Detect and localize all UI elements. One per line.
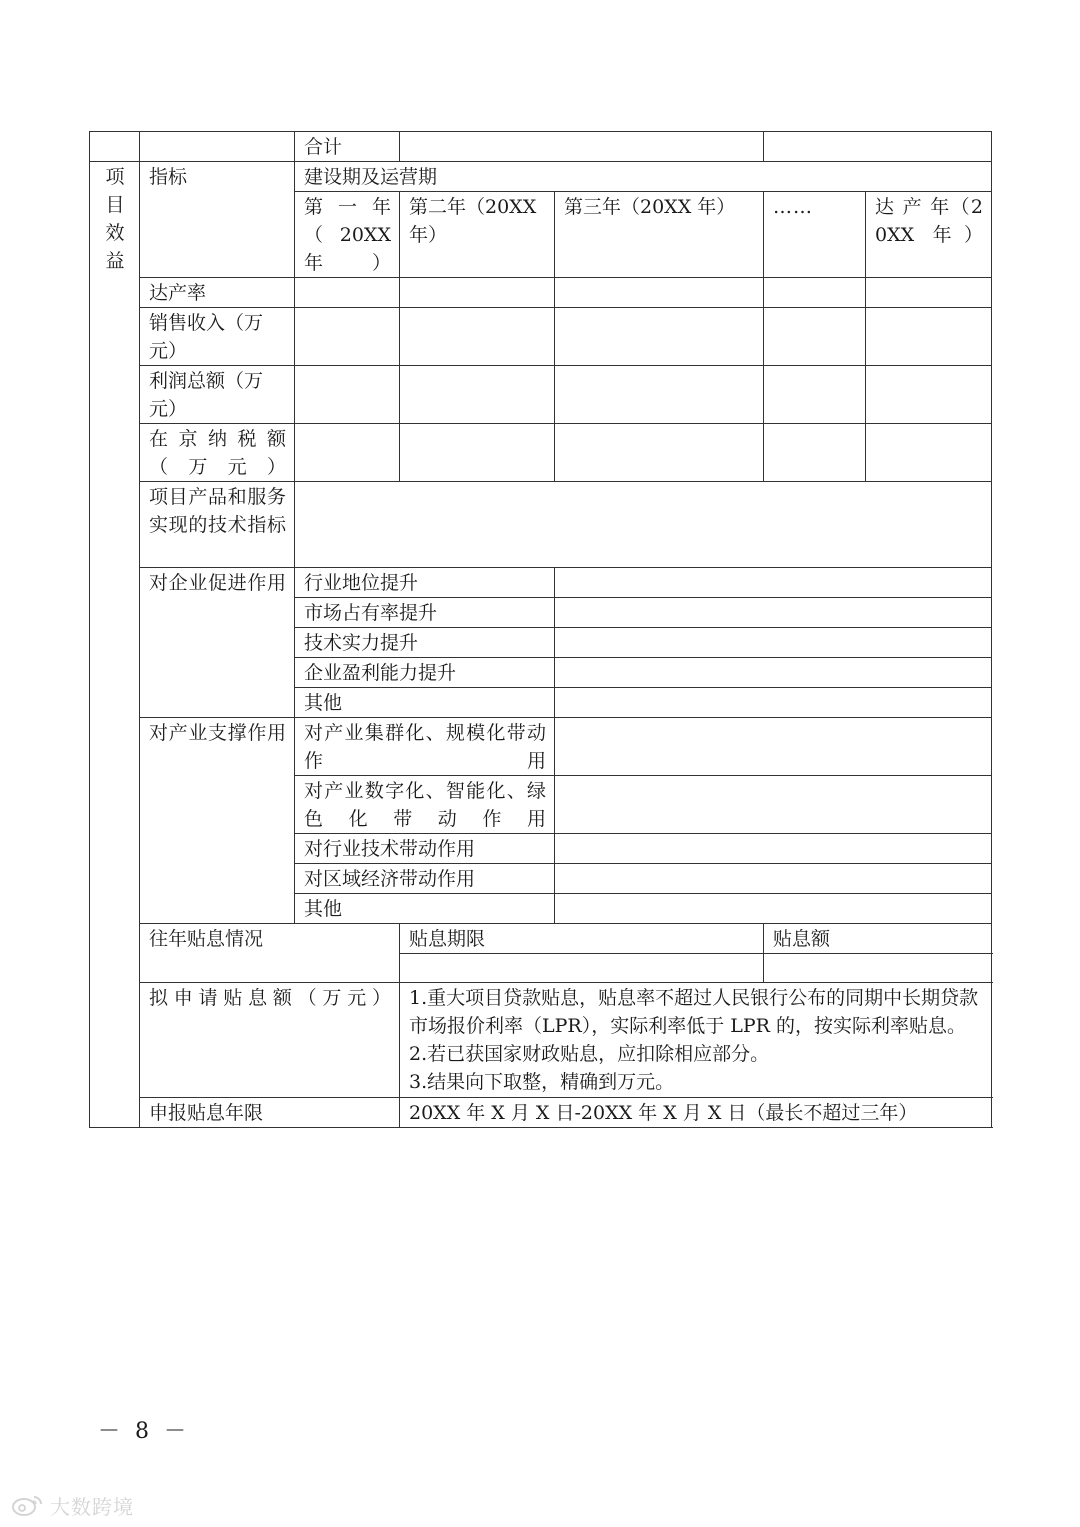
section-label-project-benefit: 项 目 效 益 (90, 162, 140, 1128)
tech-indicators-label: 项目产品和服务实现的技术指标 (140, 482, 295, 568)
industry-item-value[interactable] (555, 894, 992, 924)
year-2-header: 第二年（20XX 年） (400, 192, 555, 278)
value-cell[interactable] (866, 278, 992, 308)
industry-item-value[interactable] (555, 834, 992, 864)
value-cell[interactable] (555, 366, 764, 424)
watermark (10, 1490, 150, 1520)
subsidy-period-value[interactable] (400, 954, 764, 983)
enterprise-item: 市场占有率提升 (295, 598, 555, 628)
value-cell[interactable] (400, 308, 555, 366)
apply-amount-notes[interactable] (400, 983, 992, 1098)
duration-value[interactable]: 20XX 年 X 月 X 日-20XX 年 X 月 X 日（最长不超过三年） (400, 1098, 992, 1128)
value-cell[interactable] (555, 278, 764, 308)
year-3-header: 第三年（20XX 年） (555, 192, 764, 278)
value-cell[interactable] (400, 366, 555, 424)
tech-indicators-value[interactable] (295, 482, 992, 568)
value-cell[interactable] (866, 308, 992, 366)
industry-item: 对区域经济带动作用 (295, 864, 555, 894)
industry-item-value[interactable] (555, 776, 992, 834)
subsidy-period-header: 贴息期限 (400, 924, 764, 954)
industry-item: 对产业集群化、规模化带动作用 (295, 718, 555, 776)
subsidy-amount-value[interactable] (764, 954, 992, 983)
enterprise-item-value[interactable] (555, 688, 992, 718)
value-cell[interactable] (764, 278, 866, 308)
value-cell[interactable] (400, 278, 555, 308)
benefit-table (89, 131, 992, 1128)
metric-row-tax (90, 424, 992, 482)
total-label: 合计 (295, 132, 400, 162)
total-value-cell[interactable] (764, 132, 992, 162)
past-subsidy-header-row (90, 924, 992, 954)
value-cell[interactable] (295, 308, 400, 366)
blank-cell (140, 132, 295, 162)
blank-cell (90, 132, 140, 162)
enterprise-item: 行业地位提升 (295, 568, 555, 598)
value-cell[interactable] (295, 366, 400, 424)
year-1-header: 第 一 年 （ 20XX 年） (295, 192, 400, 278)
industry-effect-label: 对产业支撑作用 (140, 718, 295, 924)
value-cell[interactable] (555, 308, 764, 366)
subsidy-amount-header: 贴息额 (764, 924, 992, 954)
value-cell[interactable] (866, 424, 992, 482)
value-cell[interactable] (764, 424, 866, 482)
duration-row (90, 1098, 992, 1128)
value-cell[interactable] (555, 424, 764, 482)
industry-item: 其他 (295, 894, 555, 924)
value-cell[interactable] (295, 278, 400, 308)
value-cell[interactable] (866, 366, 992, 424)
metric-label: 在 京 纳 税 额（万元） (140, 424, 295, 482)
enterprise-item: 技术实力提升 (295, 628, 555, 658)
duration-label: 申报贴息年限 (140, 1098, 400, 1128)
period-header-row (90, 162, 992, 192)
enterprise-effect-label: 对企业促进作用 (140, 568, 295, 718)
apply-note-3: 3.结果向下取整，精确到万元。 (409, 1071, 675, 1093)
total-value-cell[interactable] (400, 132, 764, 162)
value-cell[interactable] (764, 366, 866, 424)
industry-item-value[interactable] (555, 864, 992, 894)
period-header: 建设期及运营期 (295, 162, 992, 192)
apply-note-1: 1.重大项目贷款贴息，贴息率不超过人民银行公布的同期中长期贷款市场报价利率（LPR），实际利率低于 LPR 的，按实际利率贴息。 (409, 987, 979, 1037)
weibo-icon (10, 1492, 46, 1518)
metric-row-sales (90, 308, 992, 366)
apply-amount-row (90, 983, 992, 1098)
watermark-text: 大数跨境 (50, 1495, 134, 1519)
enterprise-row (90, 568, 992, 598)
value-cell[interactable] (400, 424, 555, 482)
enterprise-item-value[interactable] (555, 658, 992, 688)
metric-label: 销售收入（万元） (140, 308, 295, 366)
enterprise-item-value[interactable] (555, 628, 992, 658)
industry-item-value[interactable] (555, 718, 992, 776)
metric-label: 达产率 (140, 278, 295, 308)
enterprise-item-value[interactable] (555, 568, 992, 598)
total-row (90, 132, 992, 162)
past-subsidy-label: 往年贴息情况 (140, 924, 400, 983)
value-cell[interactable] (295, 424, 400, 482)
full-production-year-header: 达 产 年（20XX 年） (866, 192, 992, 278)
enterprise-item-value[interactable] (555, 598, 992, 628)
tech-indicators-row (90, 482, 992, 568)
enterprise-item: 其他 (295, 688, 555, 718)
industry-row (90, 718, 992, 776)
apply-note-2: 2.若已获国家财政贴息，应扣除相应部分。 (409, 1043, 770, 1065)
industry-item: 对行业技术带动作用 (295, 834, 555, 864)
apply-amount-label: 拟申请贴息额（万元） (140, 983, 400, 1098)
year-ellipsis-header: …… (764, 192, 866, 278)
value-cell[interactable] (764, 308, 866, 366)
page-number: － 8 － (98, 1419, 190, 1444)
indicator-label: 指标 (140, 162, 295, 278)
industry-item: 对产业数字化、智能化、绿色化带动作用 (295, 776, 555, 834)
enterprise-item: 企业盈利能力提升 (295, 658, 555, 688)
metric-row-profit (90, 366, 992, 424)
metric-label: 利润总额（万元） (140, 366, 295, 424)
metric-row-capacity-rate (90, 278, 992, 308)
